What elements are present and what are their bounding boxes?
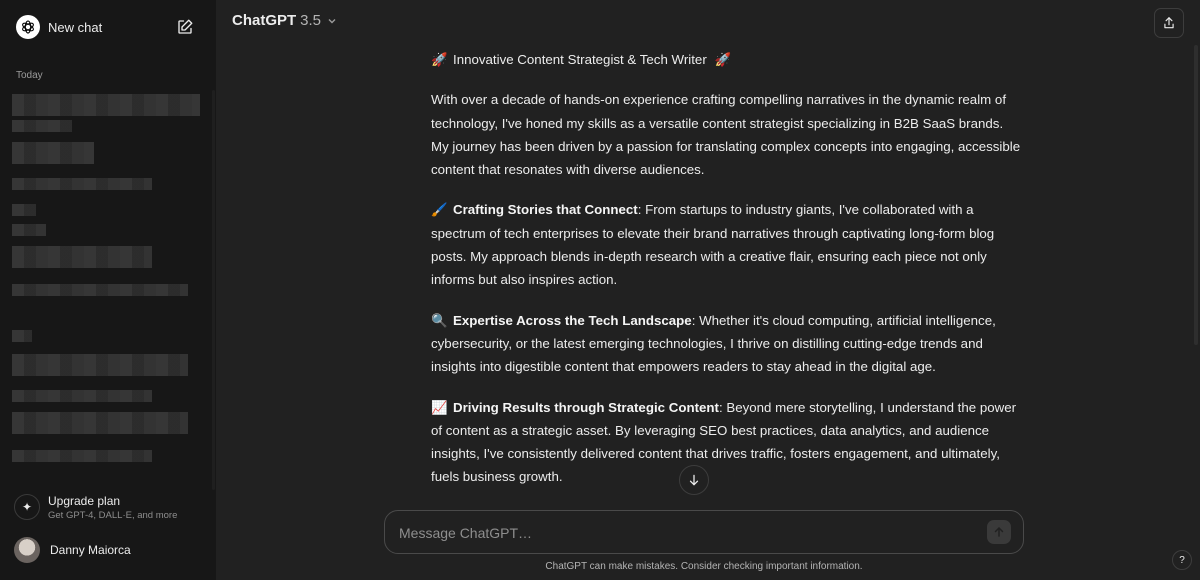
rocket-icon: 🚀 — [431, 52, 448, 67]
openai-logo-icon — [16, 15, 40, 39]
new-chat-button[interactable] — [8, 8, 208, 46]
upgrade-title: Upgrade plan — [48, 493, 121, 508]
upgrade-subtitle: Get GPT-4, DALL·E, and more — [48, 509, 178, 521]
new-chat-label: New chat — [48, 19, 103, 35]
sidebar — [0, 0, 216, 580]
share-icon — [1162, 16, 1176, 30]
scroll-to-bottom-button[interactable] — [679, 465, 709, 495]
paintbrush-icon: 🖌️ — [431, 202, 448, 218]
chevron-down-icon — [327, 16, 337, 26]
section-today-label: Today — [16, 70, 43, 81]
chat-history-item[interactable] — [12, 94, 200, 116]
section-text: : Beyond mere storytelling, I understand the power of content as a strategic asset. By leveraging SEO best practices, data analytics, and audience insights, I've consistently delivered content that drives traffic, fosters engagement, and ultimately, fuels business growth. — [431, 399, 1017, 485]
chat-history-item[interactable] — [12, 246, 152, 268]
chat-history-item[interactable] — [12, 224, 46, 236]
arrow-down-icon — [687, 473, 701, 487]
sidebar-scrollbar[interactable] — [212, 90, 215, 490]
magnifier-icon: 🔍 — [431, 312, 448, 328]
top-bar — [216, 0, 1200, 44]
chat-history-item[interactable] — [12, 412, 188, 434]
assistant-message — [431, 48, 1021, 506]
avatar — [14, 537, 40, 563]
section-paragraph — [431, 198, 1021, 291]
message-heading — [431, 48, 1021, 71]
section-title: Expertise Across the Tech Landscape — [453, 312, 692, 328]
heading-text: Innovative Content Strategist & Tech Writer — [453, 52, 707, 67]
send-button[interactable] — [987, 520, 1011, 544]
main-panel — [216, 0, 1200, 580]
section-title: Crafting Stories that Connect — [453, 202, 638, 218]
sparkle-icon: ✦ — [14, 494, 40, 520]
chat-history-item[interactable] — [12, 204, 36, 216]
upgrade-text — [48, 494, 177, 521]
help-button[interactable]: ? — [1172, 550, 1192, 570]
chat-history-item[interactable] — [12, 142, 94, 164]
chat-history-item[interactable] — [12, 354, 188, 376]
chat-history-item[interactable] — [12, 284, 188, 296]
message-input[interactable] — [397, 521, 961, 545]
chat-history-item[interactable] — [12, 178, 152, 190]
chat-history-item[interactable] — [12, 120, 72, 132]
user-name: Danny Maiorca — [50, 543, 131, 557]
section-paragraph — [431, 396, 1021, 489]
disclaimer-text: ChatGPT can make mistakes. Consider checking important information. — [545, 561, 863, 572]
section-text: : From startups to industry giants, I've collaborated with a spectrum of tech enterprises to elevate their brand narratives through captivating long-form blog posts. My approach blends in-depth research with a creative flair, ensuring each piece not only informs but also inspires action. — [431, 202, 995, 288]
chat-history-item[interactable] — [12, 390, 152, 402]
model-selector[interactable] — [232, 12, 337, 29]
compose-icon[interactable] — [176, 18, 194, 36]
model-version: 3.5 — [300, 12, 322, 29]
intro-paragraph: With over a decade of hands-on experience crafting compelling narratives in the dynamic realm of technology, I've honed my skills as a versatile content strategist specializing in B2B SaaS brands. My journey has been driven by a passion for translating complex concepts into engaging, accessible content that resonates with diverse audiences. — [431, 92, 1021, 178]
section-paragraph — [431, 309, 1021, 379]
upgrade-plan-button[interactable] — [8, 490, 208, 524]
message-composer — [384, 510, 1024, 554]
rocket-icon: 🚀 — [714, 52, 732, 67]
user-menu-button[interactable] — [8, 534, 208, 566]
main-scrollbar[interactable] — [1194, 45, 1198, 345]
chat-history-item[interactable] — [12, 450, 152, 462]
section-text: : Whether it's cloud computing, artificial intelligence, cybersecurity, or the latest emerging technologies, I thrive on distilling cutting-edge trends and insights into digestible content that empowers readers to stay ahead in the digital age. — [431, 312, 996, 375]
arrow-up-icon — [993, 526, 1005, 538]
chat-history-item[interactable] — [12, 330, 32, 342]
chart-increasing-icon: 📈 — [431, 399, 448, 415]
share-button[interactable] — [1154, 8, 1184, 38]
model-name: ChatGPT — [232, 12, 297, 29]
section-title: Driving Results through Strategic Content — [453, 399, 719, 415]
